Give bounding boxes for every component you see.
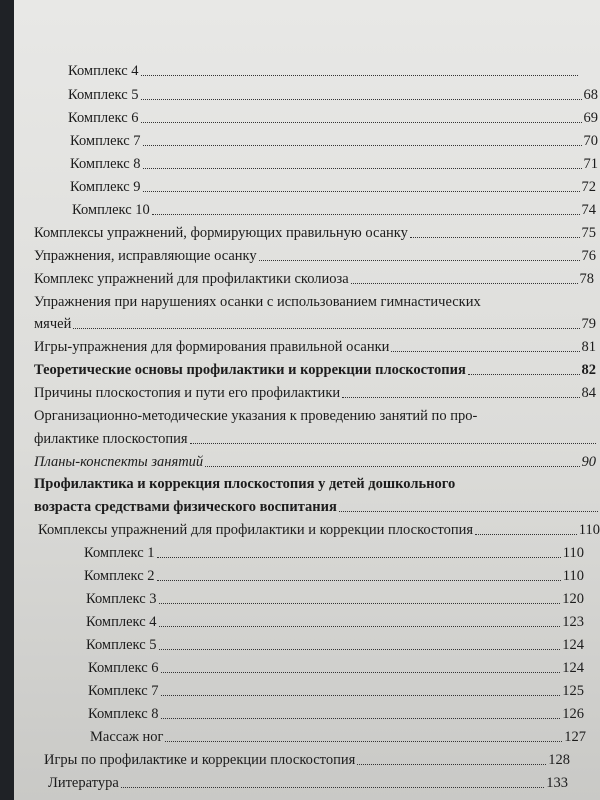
toc-entry	[88, 683, 584, 700]
toc-entry-title: Литература	[48, 775, 119, 791]
toc-entry-title: Комплекс 10	[72, 202, 150, 218]
toc-entry-title: мячей	[34, 316, 72, 332]
toc-entry-page: 123	[562, 614, 584, 630]
dot-leader	[410, 237, 580, 238]
book-page	[14, 0, 600, 800]
dot-leader	[121, 787, 544, 788]
toc-entry-title: Организационно-методические указания к проведению занятий по про-	[34, 408, 478, 424]
toc-entry-page: 110	[562, 568, 584, 584]
toc-entry-title: возраста средствами физического воспитания	[34, 499, 337, 515]
toc-entry-page: 78	[579, 271, 594, 287]
dot-leader	[190, 443, 596, 444]
dot-leader	[157, 580, 561, 581]
toc-entry-page: 127	[564, 729, 586, 745]
dot-leader	[159, 649, 561, 650]
dot-leader	[159, 603, 561, 604]
toc-entry-page: 133	[546, 775, 568, 791]
toc-entry	[34, 271, 594, 288]
toc-entry-page: 82	[581, 362, 596, 378]
toc-entry	[70, 179, 596, 196]
toc-entry-title: Комплекс 4	[68, 63, 139, 79]
toc-entry-title: Комплекс 6	[88, 660, 159, 676]
toc-entry-page: 126	[562, 706, 584, 722]
toc-entry	[34, 339, 596, 356]
toc-entry	[70, 156, 598, 173]
dot-leader	[205, 466, 579, 467]
toc-entry-title: Игры-упражнения для формирования правильной осанки	[34, 339, 390, 355]
toc-entry-title: Комплекс 4	[86, 614, 157, 630]
toc-entry-title: Комплекс 8	[88, 706, 159, 722]
toc-entry-title: Массаж ног	[90, 729, 164, 745]
toc-entry-page: 124	[562, 660, 584, 676]
toc-entry	[84, 568, 584, 585]
toc-entry	[86, 591, 584, 608]
toc-entry-page: 90	[581, 454, 596, 470]
toc-entry-title: Планы-конспекты занятий	[34, 454, 204, 470]
toc-entry	[88, 660, 584, 677]
toc-entry-title: Игры по профилактике и коррекции плоскостопия	[44, 752, 356, 768]
toc-entry-page: 79	[581, 316, 596, 332]
toc-entry	[90, 729, 586, 746]
toc-section-heading	[34, 499, 600, 516]
dot-leader	[391, 351, 579, 352]
toc-entry-title: филактике плоскостопия	[34, 431, 188, 447]
dot-leader	[342, 397, 579, 398]
toc-section-heading	[34, 362, 596, 379]
toc-entry	[44, 752, 570, 769]
toc-entry-title: Комплексы упражнений, формирующих правильную осанку	[34, 225, 408, 241]
toc-entry-page: 84	[581, 385, 596, 401]
dot-leader	[143, 191, 580, 192]
toc-entry	[34, 385, 596, 402]
dot-leader	[143, 168, 582, 169]
toc-entry	[88, 706, 584, 723]
dot-leader	[161, 672, 561, 673]
toc-entry-page: 125	[562, 683, 584, 699]
toc-entry-title: Комплекс 9	[70, 179, 141, 195]
toc-entry-page: 69	[583, 110, 598, 126]
toc-entry-page: 76	[581, 248, 596, 264]
dot-leader	[468, 374, 580, 375]
toc-entry-title: Упражнения при нарушениях осанки с использованием гимнастических	[34, 294, 481, 310]
toc-entry-title: Комплекс 2	[84, 568, 155, 584]
toc-entry-title: Комплекс 6	[68, 110, 139, 126]
toc-entry-page: 74	[581, 202, 596, 218]
toc-entry	[70, 133, 598, 150]
toc-entry-page: 68	[583, 87, 598, 103]
toc-entry	[68, 87, 598, 104]
toc-entry	[48, 775, 568, 792]
dot-leader	[351, 283, 578, 284]
toc-entry-page: 72	[581, 179, 596, 195]
toc-entry-title: Комплекс упражнений для профилактики сколиоза	[34, 271, 349, 287]
dot-leader	[159, 626, 561, 627]
toc-entry	[34, 454, 596, 471]
dot-leader	[143, 145, 582, 146]
toc-entry	[86, 614, 584, 631]
toc-entry-title: Причины плоскостопия и пути его профилактики	[34, 385, 341, 401]
toc-entry-title: Комплексы упражнений для профилактики и коррекции плоскостопия	[38, 522, 474, 538]
toc-entry-page: 70	[583, 133, 598, 149]
toc-entry	[34, 248, 596, 265]
toc-entry-title: Комплекс 7	[88, 683, 159, 699]
toc-entry-title: Комплекс 3	[86, 591, 157, 607]
toc-entry-page: 128	[548, 752, 570, 768]
toc-entry-title: Комплекс 8	[70, 156, 141, 172]
toc-entry-title: Теоретические основы профилактики и коррекции плоскостопия	[34, 362, 466, 378]
dot-leader	[141, 99, 582, 100]
dot-leader	[161, 695, 561, 696]
dot-leader	[141, 75, 578, 76]
dot-leader	[165, 741, 562, 742]
toc-entry-title: Комплекс 5	[86, 637, 157, 653]
toc-entry-page: 124	[562, 637, 584, 653]
toc-entry-page: 75	[581, 225, 596, 241]
toc-entry	[34, 225, 596, 242]
toc-entry	[68, 63, 580, 80]
toc-entry-title: Комплекс 1	[84, 545, 155, 561]
toc-entry-page: 81	[581, 339, 596, 355]
toc-entry	[84, 545, 584, 562]
toc-entry-title: Комплекс 7	[70, 133, 141, 149]
toc-entry	[72, 202, 596, 219]
toc-entry-page: 110	[562, 545, 584, 561]
toc-entry	[38, 522, 600, 539]
toc-entry-page: 71	[583, 156, 598, 172]
dot-leader	[259, 260, 580, 261]
dot-leader	[357, 764, 546, 765]
toc-entry-page: 120	[562, 591, 584, 607]
dot-leader	[141, 122, 582, 123]
toc-entry	[34, 316, 596, 333]
dot-leader	[152, 214, 580, 215]
dot-leader	[161, 718, 561, 719]
table-of-contents	[14, 0, 600, 800]
dot-leader	[73, 328, 579, 329]
dot-leader	[339, 511, 598, 512]
toc-entry-page: 110	[578, 522, 600, 538]
toc-entry	[86, 637, 584, 654]
toc-entry-title: Упражнения, исправляющие осанку	[34, 248, 257, 264]
dot-leader	[475, 534, 577, 535]
toc-entry	[68, 110, 598, 127]
toc-section-heading: Профилактика и коррекция плоскостопия у детей дошкольного	[34, 476, 456, 492]
toc-entry	[34, 431, 598, 448]
dot-leader	[157, 557, 561, 558]
toc-entry-title: Комплекс 5	[68, 87, 139, 103]
